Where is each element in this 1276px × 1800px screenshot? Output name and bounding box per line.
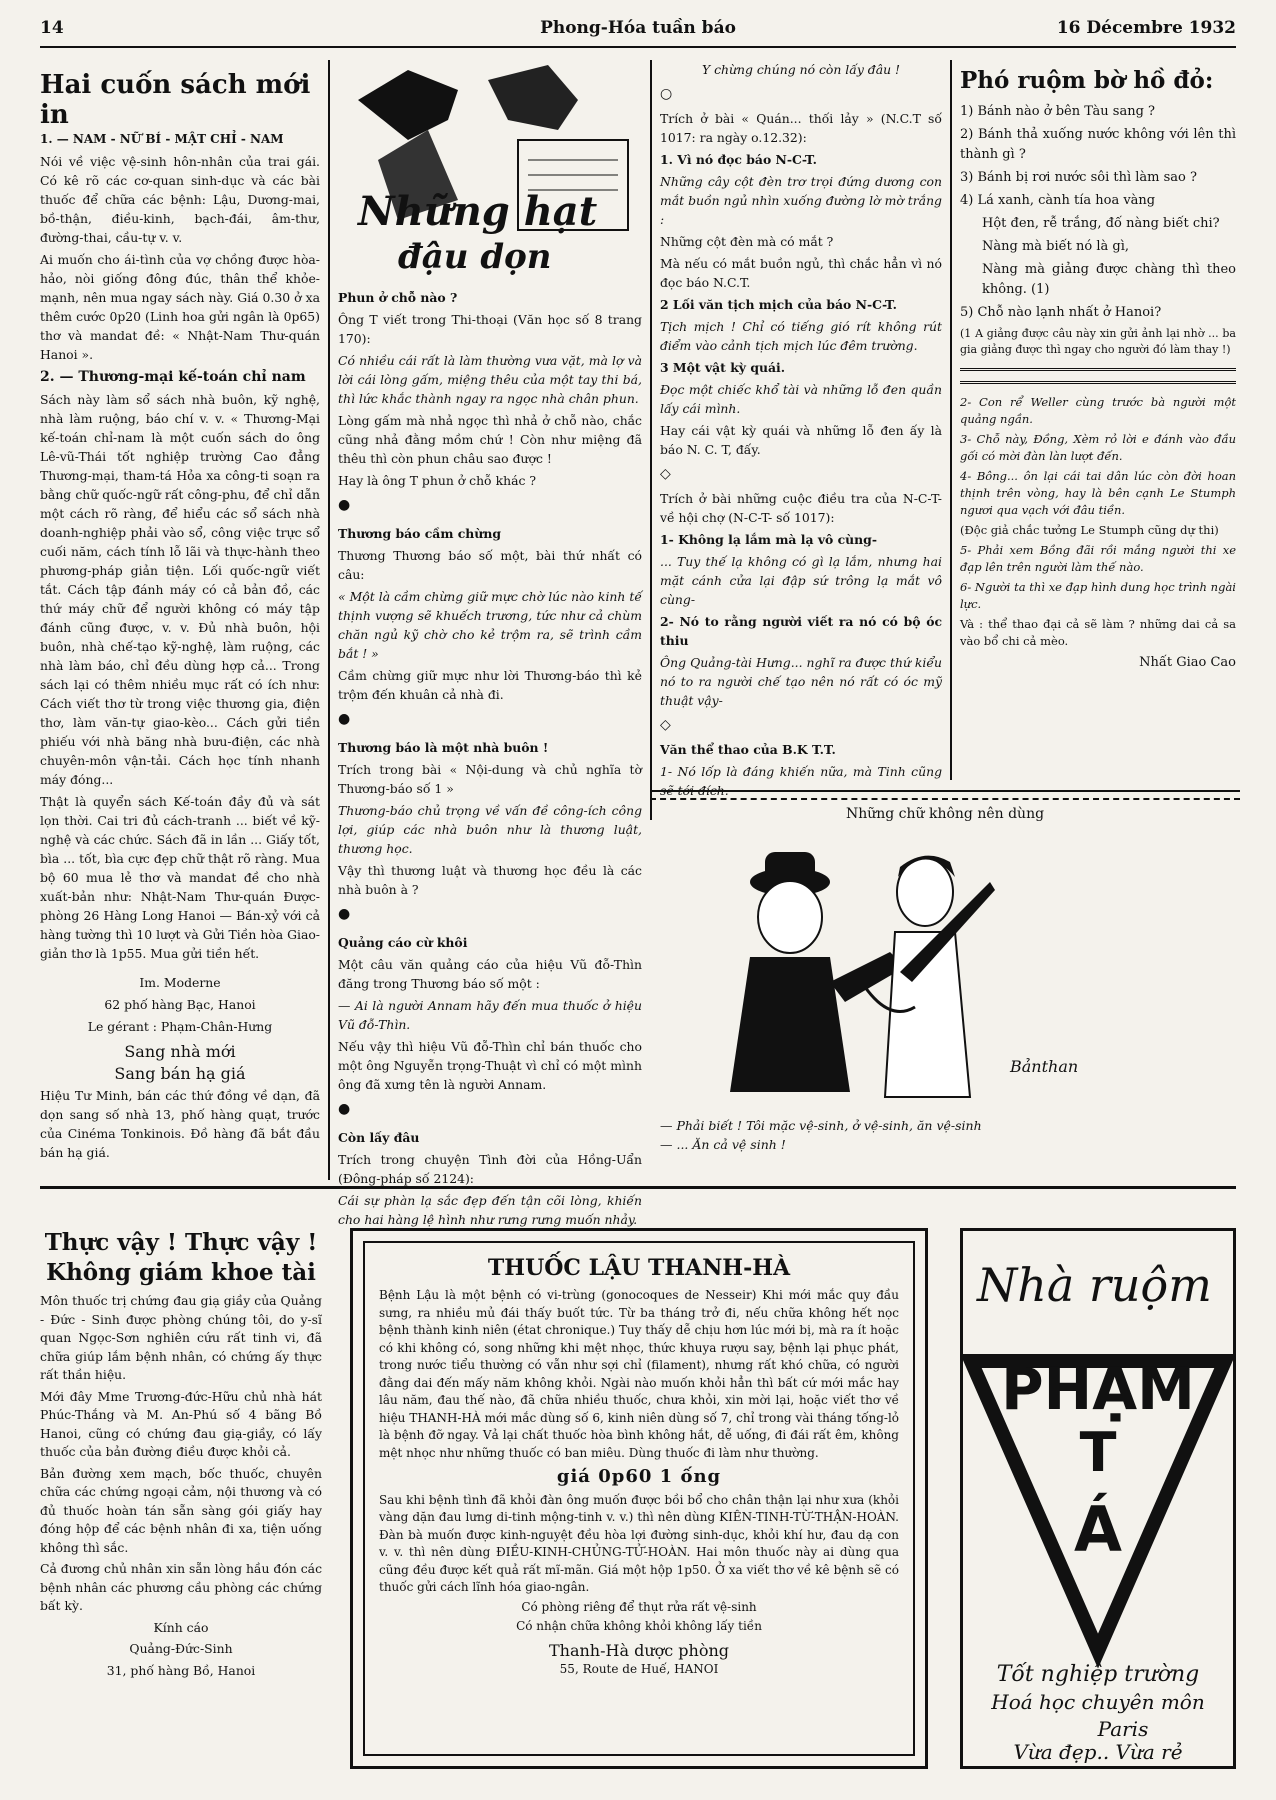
note: Có nhận chữa không khỏi không lấy tiền	[516, 1619, 762, 1633]
paragraph: Cầm chừng giữ mực như lời Thương-báo thì kẻ trộm đến khuân cả nhà đi.	[338, 668, 642, 702]
quote: Đọc một chiếc khổ tài và những lỗ đen quần lấy cái mình.	[660, 382, 942, 416]
answer-note: (Độc giả chắc tưởng Le Stumph cũng dự thi)	[960, 523, 1219, 537]
man-coat	[730, 957, 850, 1092]
quote: 1- Nó lốp là đáng khiến nữa, mà Tinh cũng sẽ tới đích.	[660, 764, 942, 798]
column-riddles	[960, 66, 1236, 786]
hands-illustration	[338, 60, 642, 280]
hand-shape	[488, 65, 578, 130]
paragraph: Lòng gấm mà nhả ngọc thì nhả ở chỗ nào, chắc cũng nhả đằng mồm chứ ! Còn như miệng đã thêu thì còn phun châu sao được !	[338, 413, 642, 466]
bowler-hat	[765, 852, 815, 884]
brand-letter: Á	[1074, 1493, 1122, 1566]
subheading: 2- Nó to rằng người viết ra nó có bộ óc thiu	[660, 614, 942, 648]
tagline: Paris	[1097, 1717, 1149, 1741]
paragraph: Mà nếu có mắt buồn ngủ, thì chắc hẳn vì nó đọc báo N.C.T.	[660, 256, 942, 290]
quote: ... Tuy thế lạ không có gì lạ lắm, nhưng hai mặt cánh cửa lại đập sứ trông lạ mắt vô cùng-	[660, 554, 942, 607]
signoff: Quảng-Đức-Sinh	[129, 1641, 233, 1656]
tagline: Tốt nghiệp trường	[996, 1662, 1200, 1687]
separator-bullet: ●	[338, 711, 351, 727]
column-jokes	[338, 60, 642, 1227]
riddle-item: 4) Lá xanh, cành tía hoa vàng	[960, 193, 1156, 208]
paragraph: Mới đây Mme Trương-đức-Hữu chủ nhà hát Phúc-Thắng và M. An-Phú số 4 bãng Bồ Hanoi, cũng có chứng đau giạ-giầy, có lấy thuốc của bản đường điều được khỏi cả.	[40, 1388, 322, 1459]
paragraph: Bản đường xem mạch, bốc thuốc, chuyên chữa các chứng ngoại cảm, nội thương và có đủ thuốc hoàn tán sẵn sàng gói giấy hay đóng hộp để các bệnh nhân đi xa, tiện uống không thì sắc.	[40, 1465, 322, 1555]
riddle-item: 1) Bánh nào ở bên Tàu sang ?	[960, 104, 1155, 119]
caption-line: — Phải biết ! Tôi mặc vệ-sinh, ở vệ-sinh, ăn vệ-sinh	[660, 1118, 982, 1133]
script-heading: Nhà ruộm	[977, 1258, 1212, 1312]
joke-title: Còn lấy đâu	[338, 1130, 420, 1145]
quote: Ông Quảng-tài Hưng... nghĩ ra được thứ kiểu nó to ra người chế tạo nên nó rất có óc mỹ thuật vậy-	[660, 655, 942, 708]
man-head	[758, 881, 822, 953]
column-divider	[328, 60, 330, 1180]
signoff: Kính cáo	[153, 1619, 209, 1635]
printer-manager: Le gérant : Phạm-Chân-Hưng	[87, 1019, 273, 1034]
quote: Cái sự phàn lạ sắc đẹp đến tận cõi lòng, khiến cho hai hàng lệ hình như rưng rưng muốn nhảy.	[338, 1193, 642, 1227]
ad-thanh-ha	[350, 1228, 928, 1769]
paragraph: Môn thuốc trị chứng đau giạ giầy của Quảng - Đức - Sinh được phòng chúng tôi, do y-sĩ quan Ngọc-Sơn nghiên cứu rất tinh vi, đã chữa giúp lắm bệnh nhân, có chứng ấy thực rất thần hiệu.	[40, 1293, 322, 1382]
paragraph: Hiệu Tư Minh, bán các thứ đồng về dạn, đã dọn sang số nhà 13, phố hàng quạt, trước của Cinéma Tonkinois. Đồ hàng đã bắt đầu bán hạ giá.	[40, 1088, 320, 1160]
separator-diamond: ◇	[660, 717, 671, 733]
tagline: Hoá học chuyên môn	[991, 1690, 1205, 1714]
separator-bullet: ●	[338, 906, 351, 922]
cartoon-block	[650, 790, 1240, 1180]
paragraph: Sách này làm sổ sách nhà buôn, kỹ nghệ, nhà làm ruộng, báo chí v. v. « Thương-Mại kế-toán chỉ-nam là một cuốn sách do ông Lê-vũ-Thái tốt nghiệp trường Cao đẳng Thương-mại, tham-tá Hỏa xa công-ti soạn ra bằng chữ quốc-ngữ rất công-phu, để chỉ dẫn một cách rõ ràng, để hiểu các sổ sách nhà doanh-nghiệp phải vào sổ, công việc trực sổ cuối năm, cách tính lỗ lãi và thực-hành theo phương-pháp giản tiện. Lối quốc-ngữ viết tắt. Cách tập đánh máy có cả bản đồ, các thứ máy chữ để người không có máy tập đánh cũng được, v. v. Đủ nhà buôn, hội buôn, nhà chế-tạo kỹ-nghệ, làm ruộng, các nhà làm báo, chỉ đều dùng hợp cả... Trong sách lại có thêm nhiều mục rất có ích như: Cách viết thơ từ trong việc thương gia, điện thơ, làm văn-tự giao-kèo... Cách gửi tiền phiếu với nhà băng nhà bưu-điện, các nhà chuyên-môn vận-tải. Cách học tính nhanh máy đóng...	[40, 392, 320, 787]
ad-title: Thực vậy ! Thực vậy !	[44, 1229, 318, 1256]
answer: Và : thể thao đại cả sẽ làm ? những dai cả sa vào bổ chi cả mèo.	[960, 617, 1236, 648]
shop-name: Thanh-Hà dược phòng	[548, 1640, 730, 1660]
paragraph: Hay cái vật kỳ quái và những lỗ đen ấy là báo N. C. T, đấy.	[660, 423, 942, 457]
printer-address: 62 phố hàng Bạc, Hanoi	[104, 997, 256, 1012]
cartoon-title: Những chữ không nên dùng	[845, 806, 1045, 822]
paragraph: Bệnh Lậu là một bệnh có vi-trùng (gonocoques de Nesseir) Khi mới mắc quy đầu sưng, ra nhiều mủ đái thấy buốt tức. Từ ba tháng trở đi, nếu chữa không hết nọc bệnh thành kinh niên (état chronique.) Tuy thấy dễ chịu hơn lúc mới bị, mà ra ít hoặc có khi không có, song những khi mệt nhọc, thức khuya rượu say, bệnh lại phục phát, trong nước tiểu thường có vẫn như sợi chỉ (filament), nhưng rất khó chữa, có người đằng dai đến mấy năm không khỏi. Ngài nào muốn khỏi hẳn thì bất cứ mới mắc hay lâu năm, đau thế nào, đã chữa nhiều thuốc, chưa khỏi, xin mời lại, hoặc viết thơ về hiệu THANH-HÀ mới mắc dùng số 6, kinh niên dùng số 7, chỉ trong vài tháng tống-lỏ là bệnh đỡ ngay. Vả lại chất thuốc hòa bình không hắt, dễ uống, đi đái rất êm, không mệt nhọc như những thuốc có ban miêu. Dùng thuốc đi làm như thường.	[379, 1288, 899, 1460]
joke-title: Phun ở chỗ nào ?	[338, 290, 458, 305]
newspaper-title: Phong-Hóa tuần báo	[540, 18, 736, 38]
paragraph: Trích ở bài « Quán... thối lảy » (N.C.T số 1017: ra ngày o.12.32):	[660, 111, 942, 145]
joke-title: Thương báo cầm chừng	[338, 526, 501, 541]
answer: 5- Phải xem Bồng đãi rồi mắng người thi xe đạp lên trên người làm thế nào.	[960, 543, 1236, 574]
quote: Tịch mịch ! Chỉ có tiếng gió rít không rút điểm vào cảnh tịch mịch lúc đêm trường.	[660, 319, 942, 353]
separator-diamond: ◇	[660, 466, 671, 482]
shop-heading: Sang bán hạ giá	[114, 1064, 246, 1083]
paragraph: Trích trong bài « Nội-dung và chủ nghĩa tờ Thương-báo số 1 »	[338, 762, 642, 796]
column-divider	[950, 60, 952, 780]
book-heading: 2. — Thương-mại kế-toán chỉ nam	[40, 369, 306, 385]
answer: 2- Con rể Weller cùng trước bà người một quảng ngần.	[960, 395, 1236, 426]
riddle-verse: Nàng mà giảng được chàng thì theo không. (1)	[982, 262, 1236, 297]
paragraph: Hay là ông T phun ở chỗ khác ?	[338, 473, 536, 488]
paragraph: Trích ở bài những cuộc điều tra của N-C-T- về hội chợ (N-C-T- số 1017):	[660, 491, 942, 525]
shop-heading: Sang nhà mới	[124, 1042, 236, 1061]
riddle-item: 3) Bánh bị rơi nước sôi thì làm sao ?	[960, 170, 1197, 185]
answer: 4- Bông... ôn lại cái tai dân lúc còn đời hoan thịnh trên vòng, hay là bên cạnh Le Stumph ngươi qua vạch với đâu tiền.	[960, 469, 1236, 517]
paragraph: Một câu văn quảng cáo của hiệu Vũ đỗ-Thìn đăng trong Thương báo số một :	[338, 957, 642, 991]
signoff: 31, phố hàng Bồ, Hanoi	[106, 1662, 256, 1678]
page-header	[40, 18, 1236, 48]
column-new-books	[40, 70, 320, 1180]
quote: — Ai là người Annam hãy đến mua thuốc ở hiệu Vũ đỗ-Thìn.	[338, 998, 642, 1032]
separator-bullet: ●	[338, 497, 351, 513]
tagline: Vừa đẹp.. Vừa rẻ	[1013, 1740, 1183, 1764]
column-quotes	[660, 60, 942, 798]
riddle-verse: Nàng mà biết nó là gì,	[982, 239, 1129, 254]
hand-shape	[358, 70, 458, 140]
riddle-item: 2) Bánh thả xuống nước không với lên thì thành gì ?	[960, 127, 1236, 162]
brand-word: PHẠM	[1001, 1355, 1195, 1423]
ad-quang-duc-sinh	[40, 1228, 322, 1768]
artist-signature: Bảnthan	[1010, 1057, 1079, 1076]
ad-thanh-ha-inner	[363, 1241, 915, 1756]
issue-date: 16 Décembre 1932	[1056, 18, 1236, 38]
subheading: 1. Vì nó đọc báo N-C-T.	[660, 152, 817, 167]
joke-title: Thương báo là một nhà buôn !	[338, 740, 549, 755]
ad-title: THUỐC LẬU THANH-HÀ	[487, 1255, 791, 1281]
paragraph: Trích trong chuyện Tình đời của Hồng-Uẩn (Đông-pháp số 2124):	[338, 1152, 642, 1186]
quote: Thương-báo chủ trọng về vấn đề công-ích công lợi, giúp các nhà buôn như là thương luật, thương học.	[338, 803, 642, 856]
riddle-verse: Hột đen, rễ trắng, đố nàng biết chi?	[982, 216, 1220, 231]
joke-title: Quảng cáo cừ khôi	[338, 935, 468, 950]
subheading: Văn thể thao của B.K T.T.	[660, 742, 836, 757]
paragraph: Cả đương chủ nhân xin sẵn lòng hầu đón các bệnh nhân các phương cầu phòng các chứng bất kỳ.	[40, 1561, 323, 1613]
riddle-item: 5) Chỗ nào lạnh nhất ở Hanoi?	[960, 305, 1162, 320]
article-title: Hai cuốn sách mới in	[40, 70, 311, 130]
cartoon-drawing	[650, 822, 1240, 1112]
signature: Nhất Giao Cao	[1139, 655, 1236, 670]
ad-title: Không giám khoe tài	[46, 1259, 316, 1286]
book-heading: 1. — NAM - NỮ BÍ - MẬT CHỈ - NAM	[40, 132, 284, 146]
separator-bullet: ●	[338, 1101, 351, 1117]
paragraph: Sau khi bệnh tình đã khỏi đàn ông muốn được bồi bổ cho chân thận lại như xưa (khỏi vàng dặn đau lưng di-tinh mộng-tinh v. v.) thì nên dùng KIÊN-TINH-TỪ-THẬN-HOÀN. Đàn bà muốn được kinh-nguyệt đều hòa lợi đường sinh-dục, khỏi khí hư, đau dạ con v. v. thì nên dùng ĐIỀU-KINH-CHỦNG-TỬ-HOÀN. Hai môn thuốc này ai dùng qua cũng đều được kết quả rất mĩ-mãn. Giá một hộp 1p50. Ở xa viết thơ về kê bệnh sẽ có thuốc gửi cách lĩnh hóa giao-ngân.	[379, 1492, 899, 1594]
answer: 3- Chỗ này, Đồng, Xèm rỏ lời e đánh vào đầu gối có mời đàn làn lượt đến.	[960, 432, 1236, 463]
pham-ta-logo	[963, 1231, 1233, 1766]
printer-name: Im. Moderne	[139, 975, 221, 990]
footnote: (1 A giảng được câu này xin gửi ảnh lại nhờ ... ba gia giảng được thì ngay cho người đó làm thay !)	[960, 327, 1236, 356]
paragraph: Ông T viết trong Thi-thoại (Văn học số 8 trang 170):	[338, 312, 642, 346]
ornament-rule	[960, 368, 1236, 384]
page-number: 14	[40, 18, 64, 38]
subheading: 2 Lối văn tịch mịch của báo N-C-T.	[660, 297, 897, 312]
banner-title-2: đậu dọn	[398, 237, 552, 277]
quote: « Một là cầm chừng giữ mực chờ lúc nào kinh tế thịnh vượng sẽ khuếch trương, tức như cả chùm chăn ngủ kỹ chờ cho kẻ trộm ra, sẽ trình cầm bắt ! »	[338, 589, 642, 661]
caption-line: — ... Ăn cả vệ sinh !	[660, 1137, 786, 1152]
note: Có phòng riêng để thụt rửa rất vệ-sinh	[521, 1599, 757, 1614]
article-title: Phó ruộm bờ hồ đỏ:	[960, 67, 1214, 94]
paragraph: Những cột đèn mà có mắt ?	[660, 234, 834, 249]
paragraph: Ai muốn cho ái-tình của vợ chồng được hòa-hảo, nòi giống đông đúc, thân thể khỏe-mạnh, nên mua ngay sách này. Giá 0.30 ở xa thêm cước 0p20 (Linh hoa gửi ngân là 0p65) thơ và mandat đề: « Nhật-Nam Thư-quán Hanoi ».	[40, 252, 320, 362]
paragraph: Y chừng chúng nó còn lấy đâu !	[701, 62, 901, 77]
subheading: 3 Một vật kỳ quái.	[660, 360, 786, 375]
paragraph: Thật là quyển sách Kế-toán đầy đủ và sát lọn thời. Cai tri đủ cách-tranh ... biết về kỹ-nghệ và các chức. Sách đã in lần ... Giấy tốt, bìa ... tốt, bìa cực đẹp chữ thật rõ ràng. Mua bộ 60 mua lẻ thơ và mandat đề cho nhà xuất-bản như: Nhật-Nam Thư-quán Được-phòng 26 Hàng Long Hanoi — Bán-xỷ với cả hàng tường thì 10 lượt và Gửi Tiền hòa Giao-giản thơ là 1p55. Mua gửi tiền hết.	[40, 794, 320, 961]
quote: Có nhiều cái rất là làm thường vưa vặt, mà lợ và lời cái lòng gấm, miệng thêu của một tay thi bá, thì lức khắc thành ngay ra ngọc nhà chân phun.	[338, 353, 642, 406]
paragraph: Nếu vậy thì hiệu Vũ đỗ-Thìn chỉ bán thuốc cho một ông Nguyễn trọng-Thuật vì chỉ có một mình ông đã xưng tên là người Annam.	[338, 1039, 642, 1092]
shop-address: 55, Route de Huế, HANOI	[559, 1662, 719, 1676]
paragraph: Vậy thì thương luật và thương học đều là các nhà buôn à ?	[338, 863, 642, 897]
paragraph: Thương Thương báo số một, bài thứ nhất có câu:	[338, 548, 642, 582]
ad-pham-ta	[960, 1228, 1236, 1769]
ornament-rule	[650, 790, 1240, 800]
answer: 6- Người ta thì xe đạp hình dung học trình ngài lực.	[960, 580, 1236, 611]
banner-title-1: Những hạt	[358, 188, 598, 235]
separator-ring: ○	[660, 86, 673, 102]
column-divider	[650, 60, 652, 820]
quote: Những cây cột đèn trơ trọi đứng dương con mắt buồn ngủ nhìn xuống đường lờ mờ trắng :	[660, 174, 942, 227]
header-rule	[40, 46, 1236, 48]
brand-letter: T	[1079, 1421, 1117, 1484]
subheading: 1- Không lạ lắm mà lạ vô cùng-	[660, 532, 877, 547]
price: giá 0p60 1 ống	[556, 1466, 722, 1487]
paragraph: Nói về việc vệ-sinh hôn-nhân của trai gái. Có kê rõ các cơ-quan sinh-dục và các bài thuốc để chữa các bệnh: Lậu, Dương-mai, bồ-thận, điều-kinh, bạch-đái, âm-thư, đường-thai, cầu-tự v. v.	[40, 154, 320, 245]
banner-illustration	[338, 60, 642, 280]
